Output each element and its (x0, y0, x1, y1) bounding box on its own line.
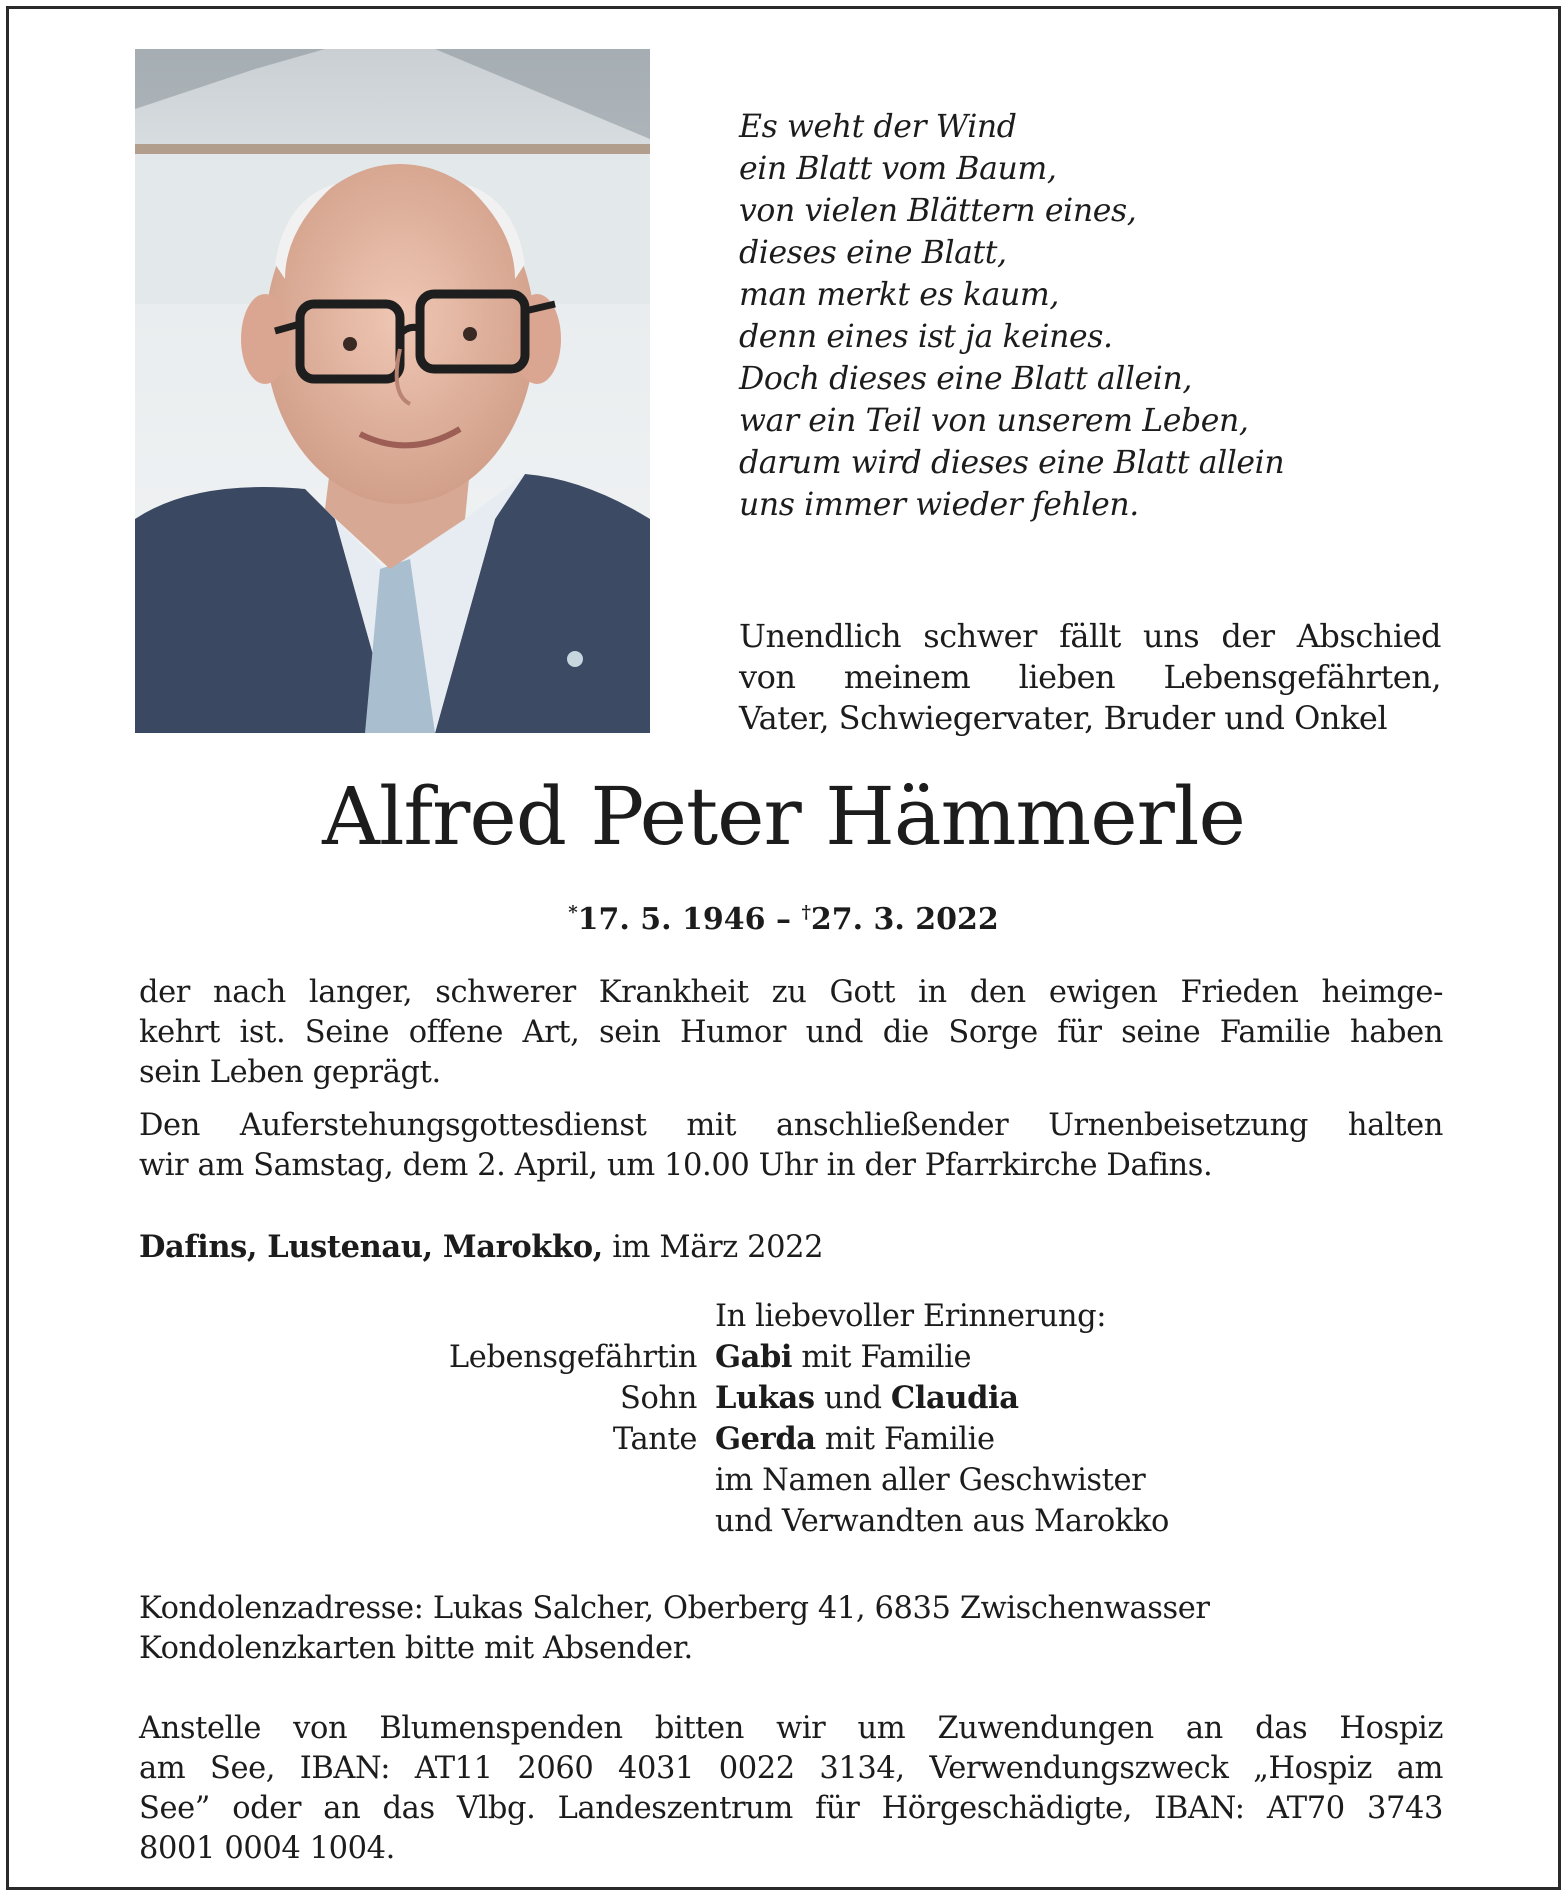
place-locations: Dafins, Lustenau, Marokko, (139, 1229, 603, 1265)
donation-line: 8001 0004 1004. (139, 1831, 395, 1866)
intro-line: von meinem lieben Lebensgefährten, (739, 658, 1441, 696)
poem-line: war ein Teil von unserem Leben, (739, 403, 1249, 439)
poem-line: man merkt es kaum, (739, 277, 1059, 313)
poem-line: dieses eine Blatt, (739, 235, 1007, 271)
mourner-suffix: mit Familie (801, 1340, 972, 1375)
portrait-photo-icon (135, 49, 650, 733)
donation-line: am See, IBAN: AT11 2060 4031 0022 3134, Verwendungszweck „Hospiz am (139, 1751, 1443, 1786)
paragraph-line: Den Auferstehungsgottesdienst mit anschließender Urnenbeisetzung halten (139, 1108, 1443, 1143)
poem-line: uns immer wieder fehlen. (739, 487, 1139, 523)
mourner-name: Claudia (890, 1380, 1019, 1416)
mourner-row (139, 1378, 1443, 1419)
mourner-role: Lebensgefährtin (448, 1340, 697, 1375)
donation-line: Anstelle von Blumenspenden bitten wir um Zuwendungen an das Hospiz (139, 1711, 1443, 1746)
poem-line: ein Blatt vom Baum, (739, 151, 1057, 187)
obituary-notice (6, 6, 1561, 1890)
mourner-row (139, 1337, 1443, 1378)
intro-line: Vater, Schwiegervater, Bruder und Onkel (739, 699, 1388, 737)
mourners-closing: im Namen aller Geschwister (715, 1463, 1146, 1498)
condolence-line: Kondolenzkarten bitte mit Absender. (139, 1631, 693, 1666)
mourner-role: Tante (612, 1422, 697, 1457)
birth-date: 17. 5. 1946 (577, 902, 766, 937)
death-symbol: † (801, 902, 811, 923)
condolence-info (139, 1589, 1443, 1669)
poem-line: von vielen Blättern eines, (739, 193, 1137, 229)
condolence-line: Kondolenzadresse: Lukas Salcher, Oberberg 41, 6835 Zwischenwasser (139, 1591, 1210, 1626)
death-date: 27. 3. 2022 (810, 902, 999, 937)
mourner-joiner: und (823, 1381, 882, 1416)
paragraph-line: kehrt ist. Seine offene Art, sein Humor und die Sorge für seine Familie haben (139, 1015, 1443, 1050)
donation-info (139, 1709, 1443, 1869)
paragraph-service (139, 1106, 1443, 1186)
mourners-closing: und Verwandten aus Marokko (715, 1504, 1169, 1539)
mourners-list (139, 1296, 1443, 1542)
portrait-photo (135, 49, 650, 733)
poem-line: denn eines ist ja keines. (739, 319, 1113, 355)
mourner-name: Gabi (715, 1339, 793, 1375)
mourner-name: Gerda (715, 1421, 816, 1457)
poem-line: Es weht der Wind (739, 109, 1017, 145)
birth-symbol: * (568, 902, 578, 923)
life-dates (9, 893, 1558, 940)
date-separator: – (776, 902, 791, 937)
paragraph-line: wir am Samstag, dem 2. April, um 10.00 Uhr in der Pfarrkirche Dafins. (139, 1148, 1213, 1183)
mourners-heading: In liebevoller Erinnerung: (715, 1299, 1107, 1334)
mourner-row (139, 1419, 1443, 1460)
intro-line: Unendlich schwer fällt uns der Abschied (739, 617, 1441, 655)
paragraph-line: sein Leben geprägt. (139, 1055, 441, 1090)
place-and-date (139, 1227, 823, 1268)
poem-line: Doch dieses eine Blatt allein, (739, 361, 1192, 397)
deceased-name: Alfred Peter Hämmerle (322, 770, 1245, 863)
place-date: im März 2022 (612, 1230, 824, 1265)
mourner-suffix: mit Familie (824, 1422, 995, 1457)
paragraph-line: der nach langer, schwerer Krankheit zu Gott in den ewigen Frieden heimge- (139, 975, 1443, 1010)
poem (739, 106, 1284, 526)
intro-text (739, 616, 1441, 739)
mourner-name: Lukas (715, 1380, 815, 1416)
donation-line: See” oder an das Vlbg. Landeszentrum für Hörgeschädigte, IBAN: AT70 3743 (139, 1791, 1443, 1826)
paragraph-announcement (139, 973, 1443, 1093)
poem-line: darum wird dieses eine Blatt allein (739, 445, 1285, 481)
mourner-role: Sohn (620, 1381, 697, 1416)
